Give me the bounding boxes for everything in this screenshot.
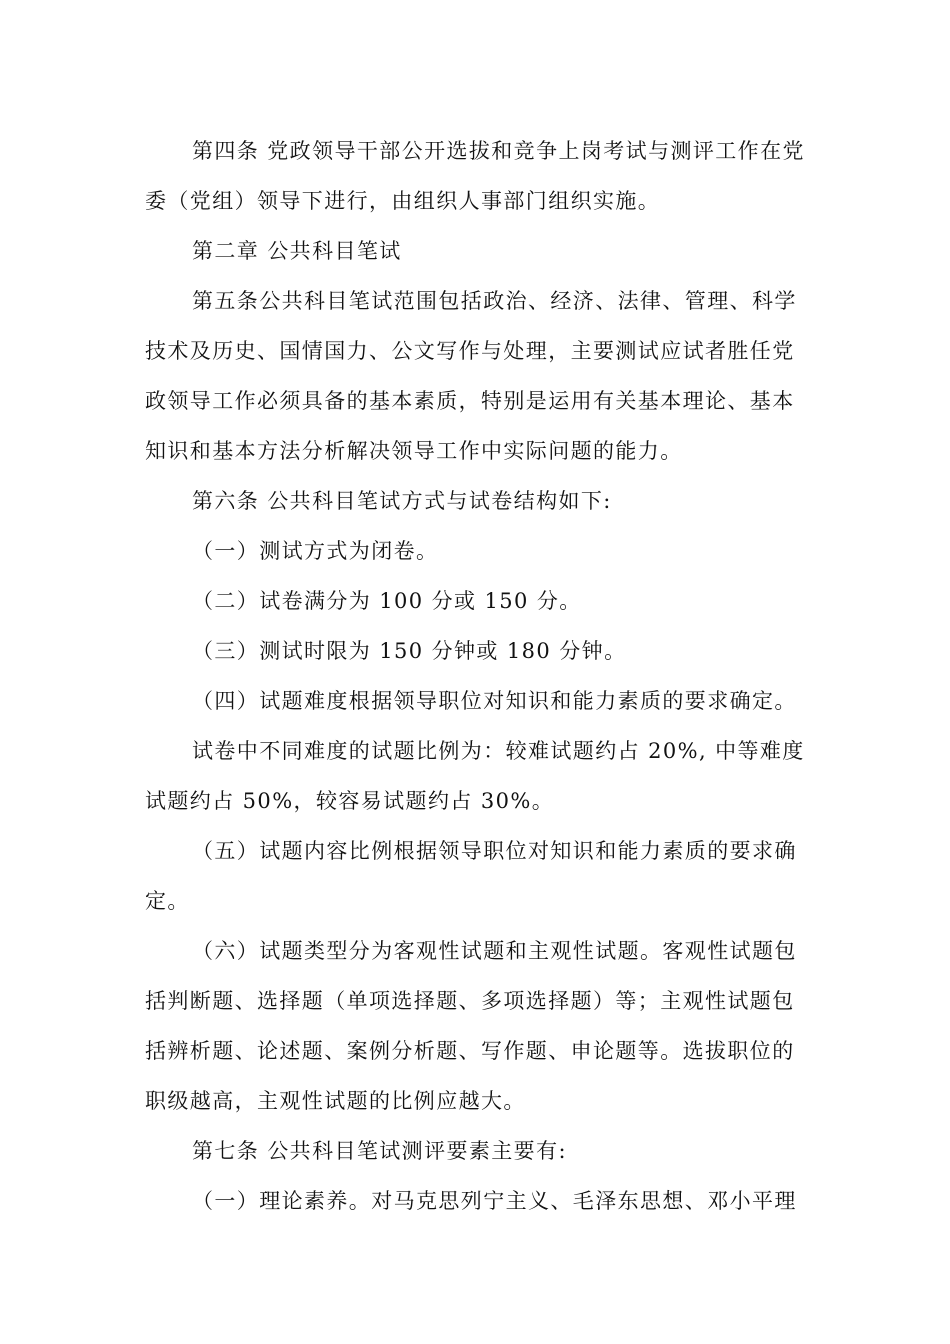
article-6-item-6-line-3: 括辨析题、论述题、案例分析题、写作题、申论题等。选拔职位的 <box>145 1039 795 1063</box>
chapter-2-heading: 第二章 公共科目笔试 <box>192 239 402 263</box>
article-6-item-6-line-1: （六）试题类型分为客观性试题和主观性试题。客观性试题包 <box>192 939 797 963</box>
article-4-line-1: 第四条 党政领导干部公开选拔和竞争上岗考试与测评工作在党 <box>192 139 805 163</box>
article-5-line-4: 知识和基本方法分析解决领导工作中实际问题的能力。 <box>145 439 683 463</box>
article-5-line-2: 技术及历史、国情国力、公文写作与处理，主要测试应试者胜任党 <box>145 339 795 363</box>
article-6-item-3: （三）测试时限为 150 分钟或 180 分钟。 <box>192 639 627 663</box>
article-6-item-6-line-2: 括判断题、选择题（单项选择题、多项选择题）等；主观性试题包 <box>145 989 795 1013</box>
article-5-line-1: 第五条公共科目笔试范围包括政治、经济、法律、管理、科学 <box>192 289 797 313</box>
article-6-item-1: （一）测试方式为闭卷。 <box>192 539 439 563</box>
article-7-item-1: （一）理论素养。对马克思列宁主义、毛泽东思想、邓小平理 <box>192 1189 797 1213</box>
article-6-heading: 第六条 公共科目笔试方式与试卷结构如下: <box>192 489 612 513</box>
difficulty-ratio-line-1: 试卷中不同难度的试题比例为：较难试题约占 20%, 中等难度 <box>192 739 805 763</box>
article-6-item-2: （二）试卷满分为 100 分或 150 分。 <box>192 589 582 613</box>
difficulty-ratio-line-2: 试题约占 50%，较容易试题约占 30%。 <box>145 789 555 813</box>
article-6-item-5-line-2: 定。 <box>145 889 190 913</box>
article-6-item-4: （四）试题难度根据领导职位对知识和能力素质的要求确定。 <box>192 689 797 713</box>
article-6-item-5-line-1: （五）试题内容比例根据领导职位对知识和能力素质的要求确 <box>192 839 797 863</box>
article-6-item-6-line-4: 职级越高，主观性试题的比例应越大。 <box>145 1089 526 1113</box>
article-7-heading: 第七条 公共科目笔试测评要素主要有: <box>192 1139 567 1163</box>
article-5-line-3: 政领导工作必须具备的基本素质，特别是运用有关基本理论、基本 <box>145 389 795 413</box>
article-4-line-2: 委（党组）领导下进行，由组织人事部门组织实施。 <box>145 189 661 213</box>
